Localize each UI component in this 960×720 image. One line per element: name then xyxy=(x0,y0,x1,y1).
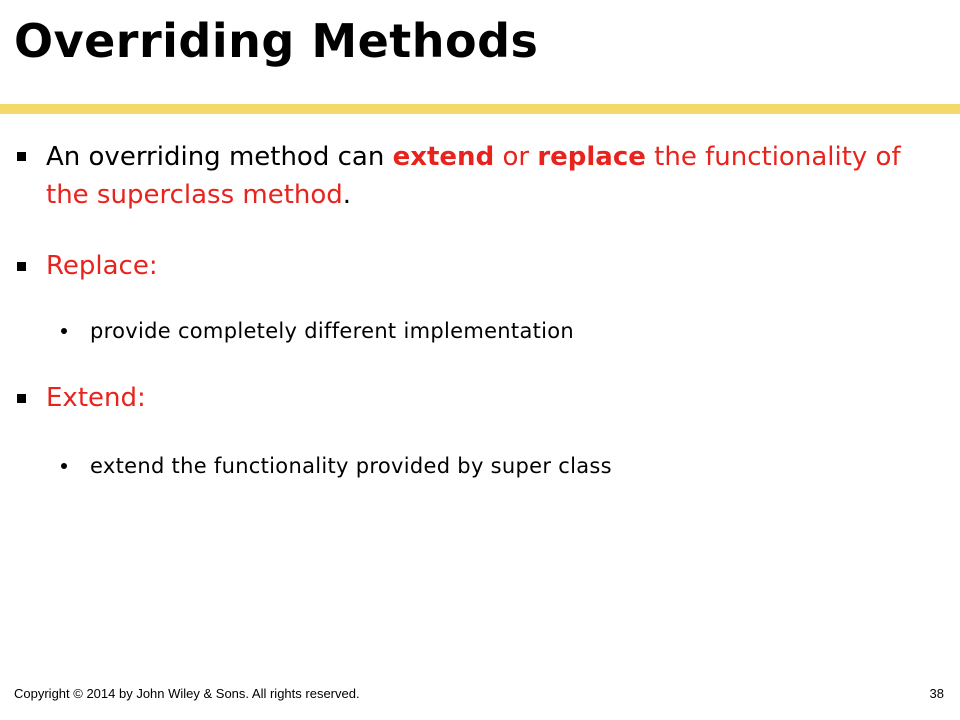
bullet-keyword-replace: replace xyxy=(537,142,646,172)
bullet-overriding-method xyxy=(46,138,926,214)
bullet-keyword-extend: extend xyxy=(392,142,495,172)
title-divider xyxy=(0,104,960,114)
bullet-period: . xyxy=(342,180,352,210)
square-bullet-icon xyxy=(17,262,26,271)
bullet-text-part1: An overriding method can xyxy=(46,142,393,172)
slide-title: Overriding Methods xyxy=(14,14,539,68)
square-bullet-icon xyxy=(17,152,26,161)
copyright-footer: Copyright © 2014 by John Wiley & Sons. All rights reserved. xyxy=(14,686,360,701)
replace-description: provide completely different implementation xyxy=(90,319,575,343)
bullet-text-part2: or xyxy=(494,142,538,172)
square-bullet-icon xyxy=(17,394,26,403)
bullet-text-part3: the functionality of the superclass method xyxy=(46,142,901,210)
dot-bullet-icon xyxy=(61,463,67,469)
page-number: 38 xyxy=(929,686,944,701)
dot-bullet-icon xyxy=(61,328,67,334)
extend-description: extend the functionality provided by super class xyxy=(90,454,612,478)
replace-heading: Replace: xyxy=(46,251,158,281)
extend-heading: Extend: xyxy=(46,383,146,413)
